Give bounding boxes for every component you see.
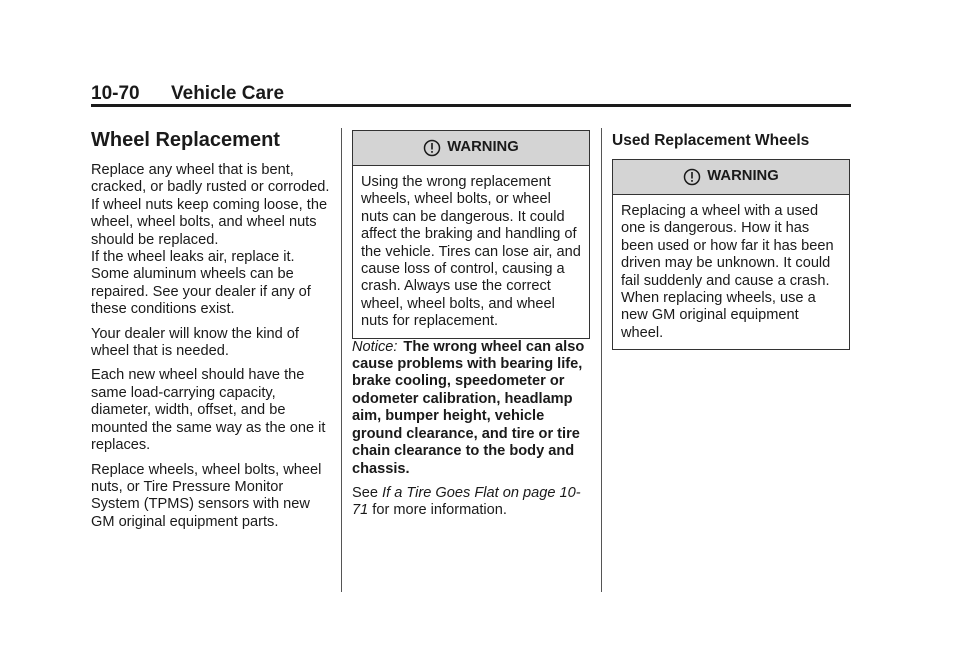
- column-1: [91, 128, 331, 538]
- reference-paragraph: [352, 485, 590, 520]
- reference-suffix: for more information.: [372, 502, 507, 519]
- warning-header-2: [613, 160, 849, 195]
- column-divider-2: [601, 128, 602, 592]
- warning-title-2: WARNING: [707, 168, 779, 185]
- paragraph-1: Replace any wheel that is bent, cracked, or badly rusted or corroded. If wheel nuts keep coming loose, the wheel, wheel bolts, and wheel nuts should be replaced.: [91, 162, 330, 248]
- warning-box-2: [612, 159, 850, 350]
- reference-prefix: See: [352, 484, 378, 501]
- wheel-replacement-heading: Wheel Replacement: [91, 129, 280, 151]
- warning-text-1: Using the wrong replacement wheels, wheel bolts, or wheel nuts can be dangerous. It could affect the braking and handling of the vehicle. Tires can lose air, and cause loss of control, causing a crash. Always use the correct wheel, wheel bolts, and wheel nuts for replacement.: [361, 174, 581, 330]
- warning-title-1: WARNING: [447, 139, 519, 156]
- header-rule: [91, 104, 851, 107]
- used-wheels-heading: Used Replacement Wheels: [612, 132, 810, 149]
- column-3: [612, 131, 850, 350]
- warning-text-2: Replacing a wheel with a used one is dangerous. How it has been used or how far it has been driven may be unknown. It could fail suddenly and cause a crash. When replacing wheels, use a new GM original equipment wheel.: [621, 203, 834, 341]
- paragraph-4: Each new wheel should have the same load-carrying capacity, diameter, width, offset, and be mounted the same way as the one it replaces.: [91, 367, 326, 454]
- paragraph-2: If the wheel leaks air, replace it. Some aluminum wheels can be repaired. See your dealer if any of these conditions exist.: [91, 249, 311, 318]
- warning-header-1: [353, 131, 589, 166]
- alert-circle-icon: [683, 168, 701, 186]
- page-header: [91, 80, 851, 106]
- paragraph-5: Replace wheels, wheel bolts, wheel nuts, or Tire Pressure Monitor System (TPMS) sensors with new GM original equipment parts.: [91, 461, 322, 530]
- notice-label: Notice:: [352, 338, 398, 355]
- warning-box-1: [352, 130, 590, 339]
- column-divider-1: [341, 128, 342, 592]
- section-title: Vehicle Care: [171, 83, 285, 104]
- page-number: 10-70: [91, 83, 140, 104]
- alert-circle-icon: [423, 139, 441, 157]
- paragraph-3: Your dealer will know the kind of wheel that is needed.: [91, 325, 299, 360]
- notice-text: The wrong wheel can also cause problems with bearing life, brake cooling, speedometer or odometer calibration, headlamp aim, bumper height, vehicle ground clearance, and tire or tire chain clearance to the body and chassis.: [352, 338, 585, 477]
- column-2: [352, 130, 590, 527]
- notice: [352, 339, 590, 478]
- flat-tire-link[interactable]: If a Tire Goes Flat on page 10-71: [352, 484, 581, 519]
